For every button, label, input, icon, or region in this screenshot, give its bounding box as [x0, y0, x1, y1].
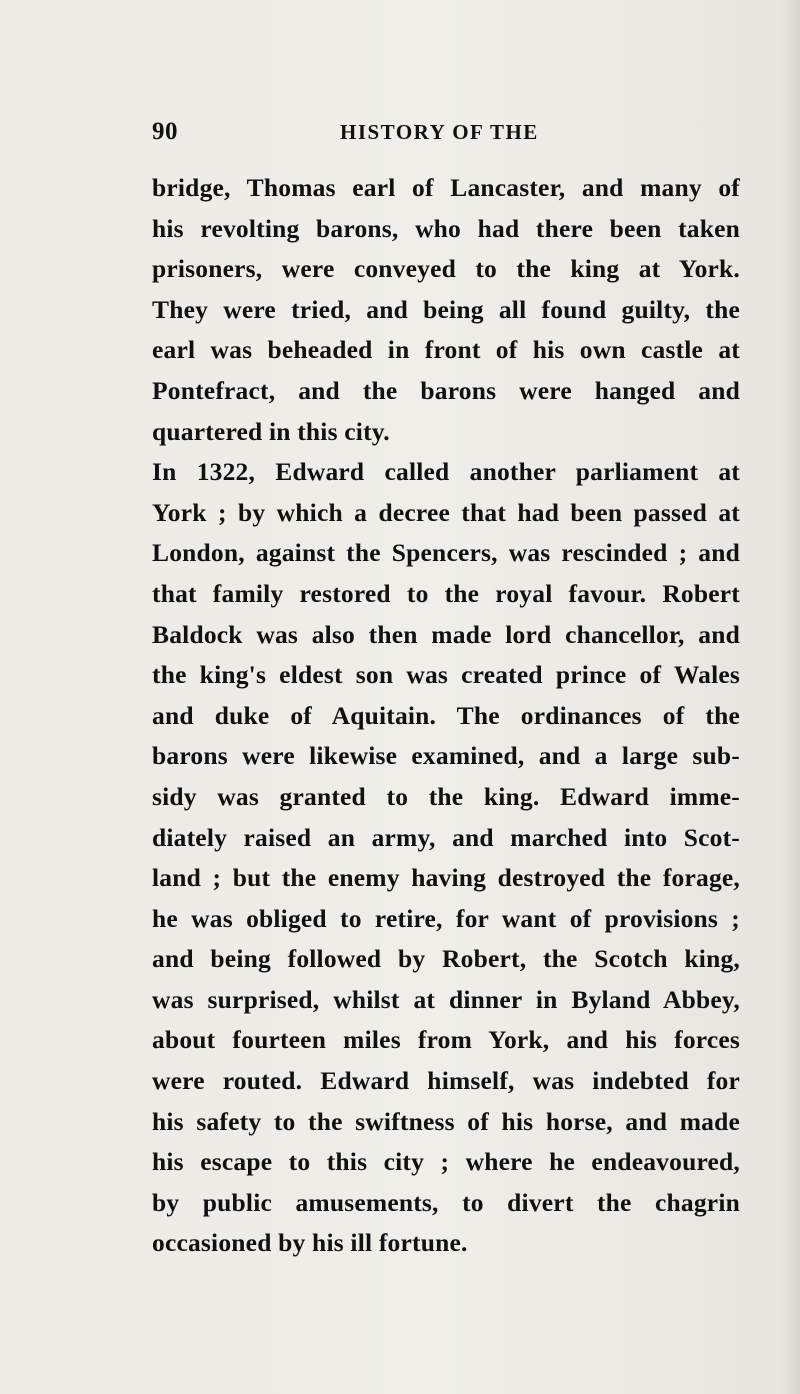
text-line: diately raised an army, and marched into Scot-	[152, 822, 740, 852]
text-line: earl was beheaded in front of his own castle at	[152, 335, 740, 365]
body-text	[152, 168, 740, 1264]
text-line: York ; by which a decree that had been passed at	[152, 497, 740, 527]
text-line: and being followed by Robert, the Scotch king,	[152, 944, 740, 974]
text-line: about fourteen miles from York, and his forces	[152, 1025, 740, 1055]
text-line-paragraph-end: occasioned by his ill fortune.	[152, 1228, 468, 1258]
text-line: barons were likewise examined, and a large sub-	[152, 741, 740, 771]
text-line: that family restored to the royal favour. Robert	[152, 578, 740, 608]
running-title: HISTORY OF THE	[340, 120, 539, 144]
text-line: prisoners, were conveyed to the king at York.	[152, 254, 740, 284]
text-line: were routed. Edward himself, was indebted for	[152, 1066, 740, 1096]
text-line: sidy was granted to the king. Edward imme-	[152, 781, 740, 811]
text-line: In 1322, Edward called another parliament at	[152, 457, 740, 487]
text-line: he was obliged to retire, for want of provisions ;	[152, 903, 740, 933]
page-number: 90	[152, 118, 178, 145]
page-edge-shadow	[782, 0, 800, 1394]
text-line: bridge, Thomas earl of Lancaster, and many of	[152, 173, 740, 202]
text-line: was surprised, whilst at dinner in Byland Abbey,	[152, 984, 740, 1014]
text-line: his safety to the swiftness of his horse, and made	[152, 1106, 740, 1136]
text-line: his revolting barons, who had there been taken	[152, 213, 740, 243]
text-line: by public amusements, to divert the chagrin	[152, 1187, 740, 1217]
text-line: Baldock was also then made lord chancellor, and	[152, 619, 740, 649]
text-line: the king's eldest son was created prince of Wales	[152, 660, 740, 690]
text-line-paragraph-end: quartered in this city.	[152, 416, 390, 446]
text-line: They were tried, and being all found guilty, the	[152, 294, 740, 324]
text-line: Pontefract, and the barons were hanged and	[152, 375, 740, 405]
text-line: London, against the Spencers, was rescinded ; and	[152, 538, 740, 568]
text-line: and duke of Aquitain. The ordinances of the	[152, 700, 740, 730]
text-line: land ; but the enemy having destroyed the forage,	[152, 863, 740, 893]
text-line: his escape to this city ; where he endeavoured,	[152, 1147, 740, 1177]
